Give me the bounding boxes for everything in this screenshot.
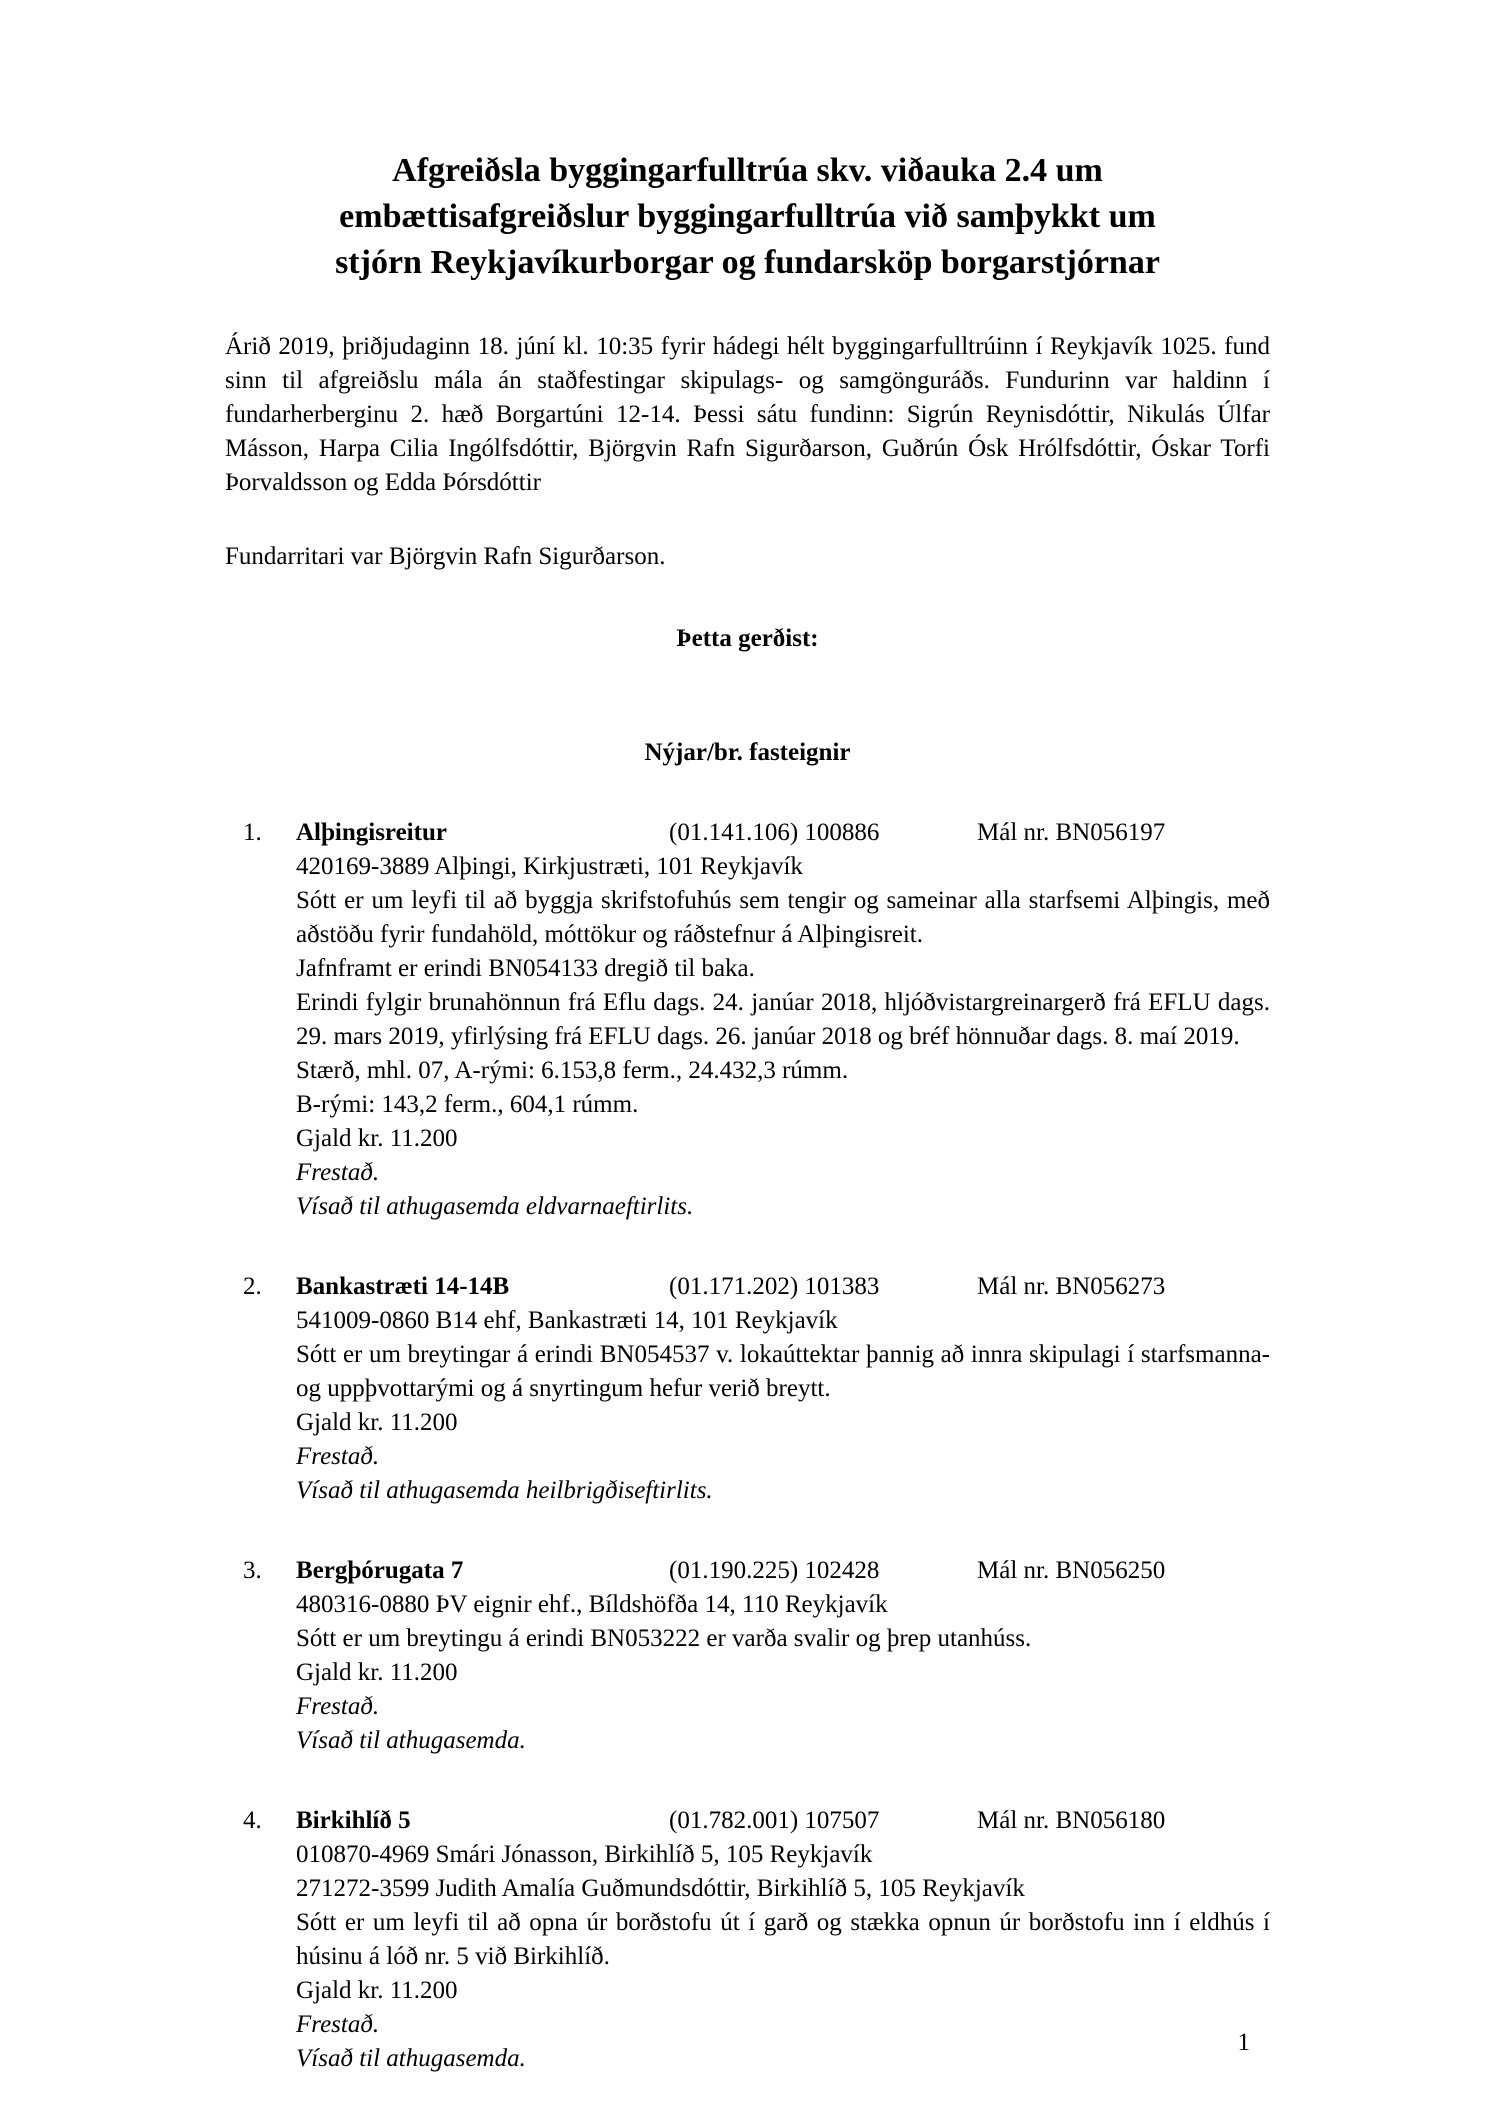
agenda-item-header — [225, 1270, 1270, 1304]
item-line: Vísað til athugasemda. — [296, 2045, 526, 2072]
item-line: Frestað. — [296, 1159, 380, 1186]
item-line: Vísað til athugasemda eldvarnaeftirlits. — [296, 1193, 694, 1220]
item-name: Bankastræti 14-14B — [296, 1273, 510, 1300]
item-code: (01.782.001) 107507 — [669, 1807, 880, 1834]
document-title-line: Afgreiðsla byggingarfulltrúa skv. viðauka 2.4 um — [392, 152, 1103, 189]
item-line: 480316-0880 ÞV eignir ehf., Bíldshöfða 14, 110 Reykjavík — [296, 1591, 888, 1618]
item-name: Bergþórugata 7 — [296, 1557, 464, 1584]
item-case-number: Mál nr. BN056197 — [977, 819, 1166, 846]
item-line: Frestað. — [296, 2011, 380, 2038]
agenda-item — [225, 816, 1270, 1224]
document-title — [225, 148, 1270, 286]
section-heading: Nýjar/br. fasteignir — [644, 739, 851, 766]
item-line: Sótt er um leyfi til að opna úr borðstofu út í garð og stækka opnun úr borðstofu inn í eldhús í húsinu á lóð nr. 5 við Birkihlíð. — [296, 1909, 1270, 1970]
item-number: 2. — [243, 1273, 262, 1300]
item-code: (01.171.202) 101383 — [669, 1273, 880, 1300]
agenda-item-header — [225, 1804, 1270, 1838]
item-line: Sótt er um breytingar á erindi BN054537 v. lokaúttektar þannig að innra skipulagi í starfsmanna- og uppþvottarými og á snyrtingum hefur verið breytt. — [296, 1341, 1270, 1402]
this-happened-heading: Þetta gerðist: — [676, 625, 819, 652]
item-line: Gjald kr. 11.200 — [296, 1977, 458, 2004]
secretary-line: Fundarritari var Björgvin Rafn Sigurðarson. — [225, 543, 666, 570]
item-line: Sótt er um breytingu á erindi BN053222 er varða svalir og þrep utanhúss. — [296, 1625, 1032, 1652]
item-case-number: Mál nr. BN056180 — [977, 1807, 1166, 1834]
item-line: Jafnframt er erindi BN054133 dregið til baka. — [296, 955, 755, 982]
item-line: Vísað til athugasemda heilbrigðiseftirlits. — [296, 1477, 713, 1504]
item-code: (01.190.225) 102428 — [669, 1557, 880, 1584]
item-line: 271272-3599 Judith Amalía Guðmundsdóttir, Birkihlíð 5, 105 Reykjavík — [296, 1875, 1025, 1902]
page-number: 1 — [1237, 2029, 1250, 2056]
item-code: (01.141.106) 100886 — [669, 819, 880, 846]
agenda-item-header — [225, 816, 1270, 850]
item-line: Vísað til athugasemda. — [296, 1727, 526, 1754]
item-case-number: Mál nr. BN056250 — [977, 1557, 1166, 1584]
agenda-item-body — [296, 1838, 1270, 2076]
item-line: Sótt er um leyfi til að byggja skrifstofuhús sem tengir og sameinar alla starfsemi Alþingis, með aðstöðu fyrir fundahöld, móttökur og ráðstefnur á Alþingisreit. — [296, 887, 1270, 948]
item-line: 541009-0860 B14 ehf, Bankastræti 14, 101 Reykjavík — [296, 1307, 838, 1334]
document-title-line: stjórn Reykjavíkurborgar og fundarsköp borgarstjórnar — [335, 244, 1160, 281]
agenda-item — [225, 1270, 1270, 1508]
agenda-item — [225, 1554, 1270, 1758]
item-line: Gjald kr. 11.200 — [296, 1659, 458, 1686]
document-title-line: embættisafgreiðslur byggingarfulltrúa við samþykkt um — [339, 198, 1156, 235]
agenda-item-body — [296, 850, 1270, 1224]
item-number: 1. — [243, 819, 262, 846]
intro-paragraph: Árið 2019, þriðjudaginn 18. júní kl. 10:35 fyrir hádegi hélt byggingarfulltrúinn í Reykjavík 1025. fund sinn til afgreiðslu mála án staðfestingar skipulags- og samgönguráðs. Fundurinn var haldinn í fundarherberginu 2. hæð Borgartúni 12-14. Þessi sátu fundinn: Sigrún Reynisdóttir, Nikulás Úlfar Másson, Harpa Cilia Ingólfsdóttir, Björgvin Rafn Sigurðarson, Guðrún Ósk Hrólfsdóttir, Óskar Torfi Þorvaldsson og Edda Þórsdóttir — [225, 333, 1270, 496]
item-line: Stærð, mhl. 07, A-rými: 6.153,8 ferm., 24.432,3 rúmm. — [296, 1057, 849, 1084]
item-line: 420169-3889 Alþingi, Kirkjustræti, 101 Reykjavík — [296, 853, 803, 880]
item-number: 3. — [243, 1557, 262, 1584]
item-name: Alþingisreitur — [296, 819, 447, 846]
agenda-item-body — [296, 1304, 1270, 1508]
item-case-number: Mál nr. BN056273 — [977, 1273, 1166, 1300]
agenda-item-header — [225, 1554, 1270, 1588]
item-number: 4. — [243, 1807, 262, 1834]
item-line: Frestað. — [296, 1443, 380, 1470]
item-line: B-rými: 143,2 ferm., 604,1 rúmm. — [296, 1091, 639, 1118]
item-line: Frestað. — [296, 1693, 380, 1720]
item-name: Birkihlíð 5 — [296, 1807, 411, 1834]
item-line: Gjald kr. 11.200 — [296, 1409, 458, 1436]
agenda-item — [225, 1804, 1270, 2076]
item-line: Erindi fylgir brunahönnun frá Eflu dags. 24. janúar 2018, hljóðvistargreinargerð frá EFLU dags. 29. mars 2019, yfirlýsing frá EFLU dags. 26. janúar 2018 og bréf hönnuðar dags. 8. maí 2019. — [296, 989, 1270, 1050]
item-line: Gjald kr. 11.200 — [296, 1125, 458, 1152]
item-line: 010870-4969 Smári Jónasson, Birkihlíð 5, 105 Reykjavík — [296, 1841, 873, 1868]
agenda-item-body — [296, 1588, 1270, 1758]
